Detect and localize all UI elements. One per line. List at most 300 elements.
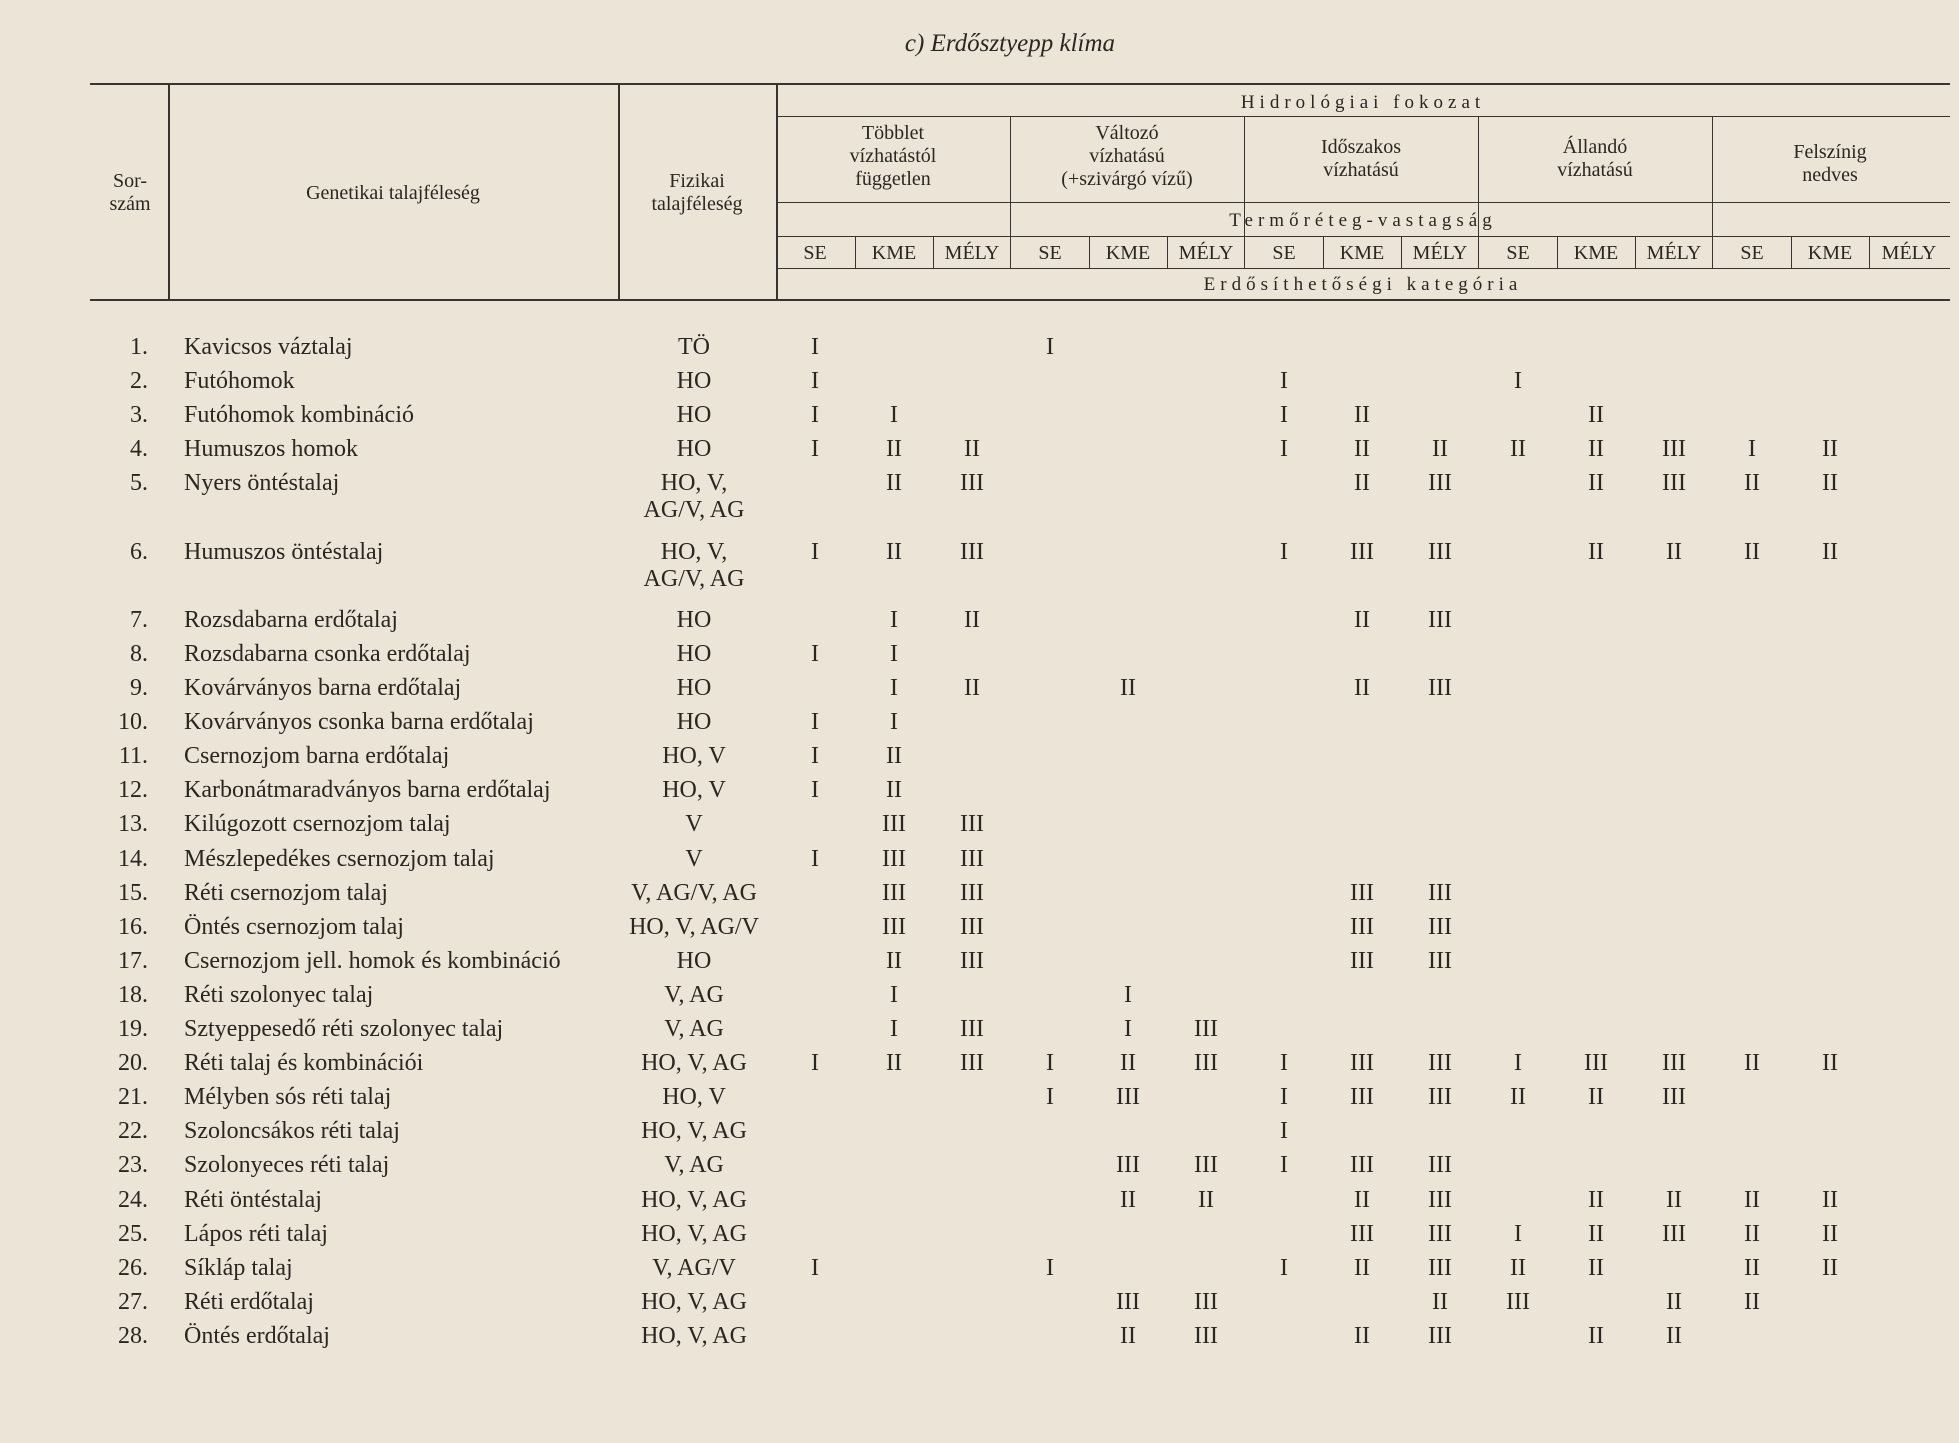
erdosithetosegi-kategoria-cell: III	[960, 947, 984, 974]
erdosithetosegi-kategoria-cell: III	[1662, 1050, 1686, 1077]
fizikai-talajfeleseg	[662, 743, 726, 770]
fizikai-line: HO, V, AG/V	[629, 913, 759, 940]
genetikai-talajfeleseg: Futóhomok	[184, 368, 295, 395]
erdosithetosegi-kategoria-cell: II	[1588, 1254, 1604, 1281]
sub-col-divider	[1635, 236, 1636, 268]
fizikai-talajfeleseg	[641, 1050, 747, 1077]
genetikai-talajfeleseg: Réti erdőtalaj	[184, 1288, 314, 1315]
erdosithetosegi-kategoria-cell: II	[1354, 436, 1370, 463]
fizikai-talajfeleseg	[677, 402, 712, 429]
table-title: c) Erdősztyepp klíma	[904, 30, 1116, 57]
fizikai-line: AG/V, AG	[643, 497, 745, 524]
sub-label: MÉLY	[1412, 242, 1468, 264]
erdosithetosegi-kategoria-cell: II	[1666, 1322, 1682, 1349]
table-row	[0, 1118, 1959, 1152]
erdosithetosegi-kategoria-cell: I	[890, 981, 898, 1008]
erdosithetosegi-kategoria-cell: III	[1428, 1254, 1452, 1281]
fizikai-line: V, AG/V	[652, 1254, 736, 1281]
erdosithetosegi-kategoria-cell: I	[890, 709, 898, 736]
row-number: 14.	[118, 845, 148, 872]
row-number: 25.	[118, 1220, 148, 1247]
erdosithetosegi-kategoria-cell: III	[1428, 1084, 1452, 1111]
erdosithetosegi-kategoria-cell: III	[1194, 1016, 1218, 1042]
erdosithetosegi-kategoria-cell: II	[1822, 538, 1838, 565]
fizikai-line: HO, V	[662, 743, 726, 770]
erdosithetosegi-kategoria-cell: I	[1748, 436, 1756, 463]
sub-label: MÉLY	[1881, 242, 1937, 264]
sub-label: KME	[871, 242, 917, 264]
erdosithetosegi-kategoria-cell: III	[1428, 879, 1452, 906]
fizikai-line: HO, V, AG	[641, 1186, 747, 1213]
fizikai-talajfeleseg	[664, 1152, 724, 1179]
erdosithetosegi-kategoria-cell: III	[882, 913, 906, 940]
erdosithetosegi-kategoria-cell: II	[1588, 470, 1604, 497]
erdosithetosegi-kategoria-cell: I	[811, 334, 819, 360]
row-number: 19.	[118, 1016, 148, 1042]
fizikai-talajfeleseg	[678, 334, 710, 361]
erdosithetosegi-kategoria-cell: II	[1588, 1220, 1604, 1247]
erdosithetosegi-kategoria-cell: II	[1354, 402, 1370, 429]
sub-col-divider	[933, 236, 934, 268]
erdosithetosegi-kategoria-cell: III	[1350, 538, 1374, 565]
row-number: 13.	[118, 811, 148, 838]
row-number: 16.	[118, 913, 148, 940]
genetikai-talajfeleseg: Csernozjom barna erdőtalaj	[184, 743, 450, 770]
erdosithetosegi-kategoria-cell: I	[1280, 1084, 1288, 1111]
erdosithetosegi-kategoria-cell: III	[1428, 538, 1452, 565]
row-number: 26.	[118, 1254, 148, 1281]
erdosithetosegi-kategoria-cell: I	[1124, 1016, 1132, 1042]
erdosithetosegi-kategoria-cell: III	[1116, 1288, 1140, 1315]
erdosithetosegi-kategoria-cell: I	[811, 743, 819, 770]
genetikai-talajfeleseg: Futóhomok kombináció	[184, 402, 414, 429]
sub-col-divider	[1089, 236, 1090, 268]
sub-label: MÉLY	[1178, 242, 1234, 264]
erdosithetosegi-kategoria-cell: II	[1354, 1254, 1370, 1281]
erdosithetosegi-kategoria-cell: II	[1744, 538, 1760, 565]
erdosithetosegi-kategoria-cell: I	[811, 1050, 819, 1077]
genetikai-talajfeleseg: Réti csernozjom talaj	[184, 879, 388, 906]
erdosithetoseg-header: Erdősíthetőségi kategória	[1203, 274, 1523, 295]
row-number: 27.	[118, 1288, 148, 1315]
erdosithetosegi-kategoria-cell: III	[1194, 1050, 1218, 1077]
erdosithetosegi-kategoria-cell: II	[1822, 1050, 1838, 1077]
sub-label: SE	[1740, 242, 1764, 264]
fizikai-line: TÖ	[678, 334, 710, 360]
erdosithetosegi-kategoria-cell: II	[964, 606, 980, 633]
row-number: 21.	[118, 1084, 148, 1111]
row-number: 22.	[118, 1118, 148, 1145]
erdosithetosegi-kategoria-cell: II	[1666, 1288, 1682, 1315]
genetikai-talajfeleseg: Mészlepedékes csernozjom talaj	[184, 845, 495, 872]
table-row	[0, 880, 1959, 914]
genetikai-talajfeleseg: Öntés csernozjom talaj	[184, 913, 404, 940]
erdosithetosegi-kategoria-cell: II	[1354, 606, 1370, 633]
erdosithetosegi-kategoria-cell: I	[890, 606, 898, 633]
sub-col-divider	[1557, 236, 1558, 268]
genetikai-talajfeleseg: Kilúgozott csernozjom talaj	[184, 811, 451, 838]
table-row	[0, 675, 1959, 709]
sub-label: KME	[1573, 242, 1619, 264]
genetikai-talajfeleseg: Lápos réti talaj	[184, 1220, 328, 1247]
table-row	[0, 811, 1959, 845]
erdosithetosegi-kategoria-cell: III	[1428, 675, 1452, 701]
erdosithetosegi-kategoria-cell: III	[960, 538, 984, 565]
hidrologiai-header: Hidrológiai fokozat	[1240, 92, 1486, 113]
erdosithetosegi-kategoria-cell: I	[1046, 1084, 1054, 1111]
fizikai-talajfeleseg	[677, 368, 712, 395]
group-divider	[1010, 116, 1011, 268]
erdosithetosegi-kategoria-cell: III	[1350, 913, 1374, 940]
row-number: 1.	[130, 334, 148, 360]
fizikai-line: V, AG	[664, 981, 724, 1008]
fizikai-line: V, AG/V, AG	[631, 879, 757, 906]
erdosithetosegi-kategoria-cell: II	[1120, 1186, 1136, 1213]
row-number: 10.	[118, 709, 148, 736]
group-header-idoszakos: Időszakos vízhatású	[1321, 136, 1401, 181]
erdosithetosegi-kategoria-cell: III	[960, 470, 984, 497]
erdosithetosegi-kategoria-cell: II	[1354, 1186, 1370, 1213]
row-number: 18.	[118, 981, 148, 1008]
erdosithetosegi-kategoria-cell: II	[1588, 436, 1604, 463]
erdosithetosegi-kategoria-cell: III	[1506, 1288, 1530, 1315]
hidro-divider	[776, 116, 1950, 117]
fizikai-line: HO	[676, 402, 712, 429]
fizikai-line: HO	[676, 368, 712, 395]
group-divider	[1478, 116, 1479, 268]
erdosithetosegi-kategoria-cell: III	[1350, 1152, 1374, 1179]
fizikai-line: HO, V	[662, 777, 726, 804]
erdosithetosegi-kategoria-cell: III	[1428, 1050, 1452, 1077]
sub-label: SE	[1038, 242, 1062, 264]
genetikai-talajfeleseg: Sztyeppesedő réti szolonyec talaj	[184, 1016, 504, 1042]
fizikai-line: HO	[676, 709, 712, 736]
group-divider	[1712, 116, 1713, 268]
erdosithetosegi-kategoria-cell: II	[1666, 538, 1682, 565]
erdosithetosegi-kategoria-cell: II	[886, 777, 902, 804]
erdosithetosegi-kategoria-cell: III	[1116, 1152, 1140, 1179]
erdosithetosegi-kategoria-cell: I	[1280, 1118, 1288, 1145]
fizikai-line: HO, V, AG	[641, 1118, 747, 1145]
table-row	[0, 1050, 1959, 1084]
erdosithetosegi-kategoria-cell: II	[886, 470, 902, 497]
sub-label: MÉLY	[944, 242, 1000, 264]
genetikai-talajfeleseg: Nyers öntéstalaj	[184, 470, 340, 497]
group-header-allando: Állandó vízhatású	[1557, 136, 1633, 181]
row-number: 15.	[118, 879, 148, 906]
row-number: 12.	[118, 777, 148, 804]
erdosithetosegi-kategoria-cell: I	[811, 777, 819, 804]
table-row	[0, 948, 1959, 982]
fizikai-talajfeleseg	[677, 436, 712, 463]
erdosithetosegi-kategoria-cell: II	[1666, 1186, 1682, 1213]
erdosithetosegi-kategoria-cell: II	[886, 1050, 902, 1077]
erdosithetosegi-kategoria-cell: II	[886, 743, 902, 770]
table-row	[0, 1152, 1959, 1186]
erdosithetosegi-kategoria-cell: II	[1120, 1050, 1136, 1077]
fizikai-line: HO, V	[662, 1084, 726, 1111]
fizikai-talajfeleseg	[685, 846, 702, 873]
erdosithetosegi-kategoria-cell: III	[960, 845, 984, 872]
fizikai-talajfeleseg	[631, 880, 757, 907]
genetikai-talajfeleseg: Szolonyeces réti talaj	[184, 1152, 390, 1179]
erdosithetosegi-kategoria-cell: II	[1354, 675, 1370, 701]
col-divider	[618, 83, 620, 299]
fizikai-talajfeleseg	[641, 1187, 747, 1214]
sub-col-divider	[1869, 236, 1870, 268]
erdosithetosegi-kategoria-cell: III	[1428, 1186, 1452, 1213]
sub-label: KME	[1339, 242, 1385, 264]
erdosithetosegi-kategoria-cell: II	[886, 436, 902, 463]
fizikai-line: HO	[676, 675, 712, 701]
table-row	[0, 1289, 1959, 1323]
erdosithetosegi-kategoria-cell: III	[1428, 470, 1452, 497]
erdosithetosegi-kategoria-cell: III	[1428, 913, 1452, 940]
genetikai-talajfeleseg: Kavicsos váztalaj	[184, 334, 353, 360]
erdosithetosegi-kategoria-cell: I	[1046, 1254, 1054, 1281]
erdosithetosegi-kategoria-cell: III	[1428, 1152, 1452, 1179]
erdosithetosegi-kategoria-cell: I	[811, 845, 819, 872]
row-number: 8.	[130, 640, 148, 667]
erdosithetosegi-kategoria-cell: II	[964, 675, 980, 701]
table-row	[0, 368, 1959, 402]
table-row	[0, 914, 1959, 948]
erdosithetosegi-kategoria-cell: III	[1194, 1322, 1218, 1349]
erdosithetosegi-kategoria-cell: II	[1510, 1084, 1526, 1111]
table-row	[0, 607, 1959, 641]
erdosithetosegi-kategoria-cell: III	[1428, 1220, 1452, 1247]
genetikai-talajfeleseg: Rozsdabarna erdőtalaj	[184, 606, 398, 633]
erdosithetosegi-kategoria-cell: II	[1432, 436, 1448, 463]
erdosithetosegi-kategoria-cell: II	[1354, 470, 1370, 497]
fizikai-talajfeleseg	[644, 539, 745, 593]
erdosithetosegi-kategoria-cell: I	[811, 436, 819, 463]
fizikai-talajfeleseg	[677, 607, 712, 634]
table-row	[0, 777, 1959, 811]
genetikai-talajfeleseg: Karbonátmaradványos barna erdőtalaj	[184, 777, 551, 804]
fizikai-line: HO, V, AG	[641, 1288, 747, 1315]
fizikai-talajfeleseg	[664, 982, 724, 1009]
row-number: 17.	[118, 947, 148, 974]
table-row	[0, 846, 1959, 880]
group-header-tobblet: Többlet vízhatástól független	[849, 122, 937, 190]
groups-divider	[776, 202, 1950, 203]
erdosithetosegi-kategoria-cell: I	[1280, 368, 1288, 395]
fizikai-talajfeleseg	[652, 1255, 736, 1282]
sub-divider	[776, 268, 1950, 269]
erdosithetosegi-kategoria-cell: I	[890, 402, 898, 429]
genetikai-talajfeleseg: Humuszos homok	[184, 436, 358, 463]
group-header-valtozo: Változó vízhatású (+szivárgó vízű)	[1061, 122, 1193, 190]
fizikai-talajfeleseg	[662, 777, 726, 804]
fizikai-talajfeleseg	[629, 914, 759, 941]
erdosithetosegi-kategoria-cell: II	[1588, 1186, 1604, 1213]
row-number: 2.	[130, 368, 148, 395]
erdosithetosegi-kategoria-cell: III	[1662, 436, 1686, 463]
row-number: 9.	[130, 675, 148, 701]
col-divider	[776, 83, 778, 299]
sub-label: SE	[1506, 242, 1530, 264]
erdosithetosegi-kategoria-cell: III	[960, 1050, 984, 1077]
sorszam-header: Sor- szám	[109, 170, 151, 215]
erdosithetosegi-kategoria-cell: I	[811, 402, 819, 429]
erdosithetosegi-kategoria-cell: II	[1120, 675, 1136, 701]
genetikai-talajfeleseg: Öntés erdőtalaj	[184, 1322, 330, 1349]
row-number: 6.	[130, 538, 148, 565]
table-row	[0, 641, 1959, 675]
col-divider	[168, 83, 170, 299]
fizikai-header: Fizikai talajféleség	[651, 170, 743, 215]
erdosithetosegi-kategoria-cell: I	[1046, 1050, 1054, 1077]
sub-col-divider	[1323, 236, 1324, 268]
sub-label: MÉLY	[1646, 242, 1702, 264]
erdosithetosegi-kategoria-cell: II	[1588, 538, 1604, 565]
erdosithetosegi-kategoria-cell: I	[1046, 334, 1054, 360]
table-row	[0, 1255, 1959, 1289]
sub-label: SE	[803, 242, 827, 264]
genetikai-talajfeleseg: Síkláp talaj	[184, 1254, 293, 1281]
erdosithetosegi-kategoria-cell: III	[1662, 1084, 1686, 1111]
erdosithetosegi-kategoria-cell: III	[882, 811, 906, 838]
table-row	[0, 334, 1959, 368]
genetikai-talajfeleseg: Mélyben sós réti talaj	[184, 1084, 392, 1111]
fizikai-line: HO, V, AG	[641, 1050, 747, 1077]
row-number: 4.	[130, 436, 148, 463]
sub-label: SE	[1272, 242, 1296, 264]
erdosithetosegi-kategoria-cell: III	[1194, 1152, 1218, 1179]
erdosithetosegi-kategoria-cell: I	[1280, 1152, 1288, 1179]
genetikai-talajfeleseg: Réti szolonyec talaj	[184, 981, 374, 1008]
erdosithetosegi-kategoria-cell: III	[960, 879, 984, 906]
genetikai-talajfeleseg: Réti talaj és kombinációi	[184, 1050, 424, 1077]
table-row	[0, 1221, 1959, 1255]
erdosithetosegi-kategoria-cell: II	[1744, 1186, 1760, 1213]
fizikai-talajfeleseg	[664, 1016, 724, 1043]
row-number: 11.	[118, 743, 148, 770]
genetikai-talajfeleseg: Humuszos öntéstalaj	[184, 538, 384, 565]
erdosithetosegi-kategoria-cell: II	[1510, 1254, 1526, 1281]
row-number: 5.	[130, 470, 148, 497]
erdosithetosegi-kategoria-cell: II	[964, 436, 980, 463]
row-number: 24.	[118, 1186, 148, 1213]
row-number: 28.	[118, 1322, 148, 1349]
fizikai-talajfeleseg	[641, 1289, 747, 1316]
erdosithetosegi-kategoria-cell: II	[1510, 436, 1526, 463]
table-row	[0, 402, 1959, 436]
erdosithetosegi-kategoria-cell: III	[1350, 1084, 1374, 1111]
erdosithetosegi-kategoria-cell: III	[1428, 947, 1452, 974]
erdosithetosegi-kategoria-cell: I	[890, 640, 898, 667]
genetikai-talajfeleseg: Kovárványos csonka barna erdőtalaj	[184, 709, 534, 736]
fizikai-talajfeleseg	[641, 1323, 747, 1350]
erdosithetosegi-kategoria-cell: I	[1514, 1050, 1522, 1077]
row-number: 23.	[118, 1152, 148, 1179]
erdosithetosegi-kategoria-cell: II	[1744, 1254, 1760, 1281]
erdosithetosegi-kategoria-cell: III	[1350, 879, 1374, 906]
erdosithetosegi-kategoria-cell: III	[960, 811, 984, 838]
genetikai-talajfeleseg: Réti öntéstalaj	[184, 1186, 322, 1213]
termo-divider	[776, 236, 1950, 237]
erdosithetosegi-kategoria-cell: III	[882, 879, 906, 906]
fizikai-talajfeleseg	[662, 1084, 726, 1111]
erdosithetosegi-kategoria-cell: III	[1428, 1322, 1452, 1349]
erdosithetosegi-kategoria-cell: II	[1120, 1322, 1136, 1349]
erdosithetosegi-kategoria-cell: I	[1280, 1050, 1288, 1077]
fizikai-line: V, AG	[664, 1016, 724, 1042]
fizikai-line: HO, V,	[660, 470, 728, 497]
table-row	[0, 709, 1959, 743]
fizikai-line: V	[685, 811, 703, 838]
fizikai-line: HO	[676, 606, 712, 633]
erdosithetosegi-kategoria-cell: II	[1744, 1050, 1760, 1077]
fizikai-talajfeleseg	[644, 470, 745, 524]
termoreteg-header: Termőréteg-vastagság	[1229, 210, 1497, 231]
erdosithetosegi-kategoria-cell: II	[1198, 1186, 1214, 1213]
fizikai-line: HO, V,	[660, 538, 728, 565]
erdosithetosegi-kategoria-cell: I	[1514, 1220, 1522, 1247]
erdosithetosegi-kategoria-cell: I	[1280, 1254, 1288, 1281]
fizikai-talajfeleseg	[677, 641, 712, 668]
fizikai-line: AG/V, AG	[643, 565, 745, 592]
fizikai-line: V, AG	[664, 1152, 724, 1179]
erdosithetosegi-kategoria-cell: I	[1514, 368, 1522, 395]
erdosithetosegi-kategoria-cell: II	[1822, 1220, 1838, 1247]
table-top-border	[90, 83, 1950, 85]
erdosithetosegi-kategoria-cell: III	[1662, 1220, 1686, 1247]
table-row	[0, 1323, 1959, 1357]
erdosithetosegi-kategoria-cell: III	[1350, 1220, 1374, 1247]
erdosithetosegi-kategoria-cell: I	[1280, 436, 1288, 463]
erdosithetosegi-kategoria-cell: I	[811, 709, 819, 736]
sub-col-divider	[1791, 236, 1792, 268]
table-row	[0, 470, 1959, 524]
fizikai-talajfeleseg	[677, 675, 712, 702]
erdosithetosegi-kategoria-cell: III	[960, 1016, 984, 1042]
erdosithetosegi-kategoria-cell: I	[1124, 981, 1132, 1008]
erdosithetosegi-kategoria-cell: III	[960, 913, 984, 940]
erdosithetosegi-kategoria-cell: I	[811, 368, 819, 395]
fizikai-talajfeleseg	[677, 948, 712, 975]
erdosithetosegi-kategoria-cell: III	[1350, 1050, 1374, 1077]
table-row	[0, 436, 1959, 470]
genetikai-talajfeleseg: Szoloncsákos réti talaj	[184, 1118, 400, 1145]
table-row	[0, 1187, 1959, 1221]
erdosithetosegi-kategoria-cell: II	[886, 947, 902, 974]
sub-col-divider	[1401, 236, 1402, 268]
erdosithetosegi-kategoria-cell: III	[1194, 1288, 1218, 1315]
erdosithetosegi-kategoria-cell: I	[890, 675, 898, 701]
genetikai-talajfeleseg: Csernozjom jell. homok és kombináció	[184, 947, 561, 974]
fizikai-talajfeleseg	[677, 709, 712, 736]
sub-col-divider	[855, 236, 856, 268]
erdosithetosegi-kategoria-cell: II	[1744, 1220, 1760, 1247]
table-row	[0, 982, 1959, 1016]
erdosithetosegi-kategoria-cell: II	[1822, 470, 1838, 497]
genetikai-header: Genetikai talajféleség	[306, 182, 480, 204]
erdosithetosegi-kategoria-cell: III	[882, 845, 906, 872]
fizikai-line: HO	[676, 640, 712, 667]
fizikai-line: HO, V, AG	[641, 1220, 747, 1247]
fizikai-talajfeleseg	[641, 1118, 747, 1145]
fizikai-talajfeleseg	[685, 811, 702, 838]
erdosithetosegi-kategoria-cell: II	[1354, 1322, 1370, 1349]
sub-label: KME	[1807, 242, 1853, 264]
erdosithetosegi-kategoria-cell: II	[1822, 1254, 1838, 1281]
erdosithetosegi-kategoria-cell: II	[1744, 470, 1760, 497]
fizikai-line: HO, V, AG	[641, 1322, 747, 1349]
fizikai-line: HO	[676, 947, 712, 974]
table-row	[0, 538, 1959, 592]
